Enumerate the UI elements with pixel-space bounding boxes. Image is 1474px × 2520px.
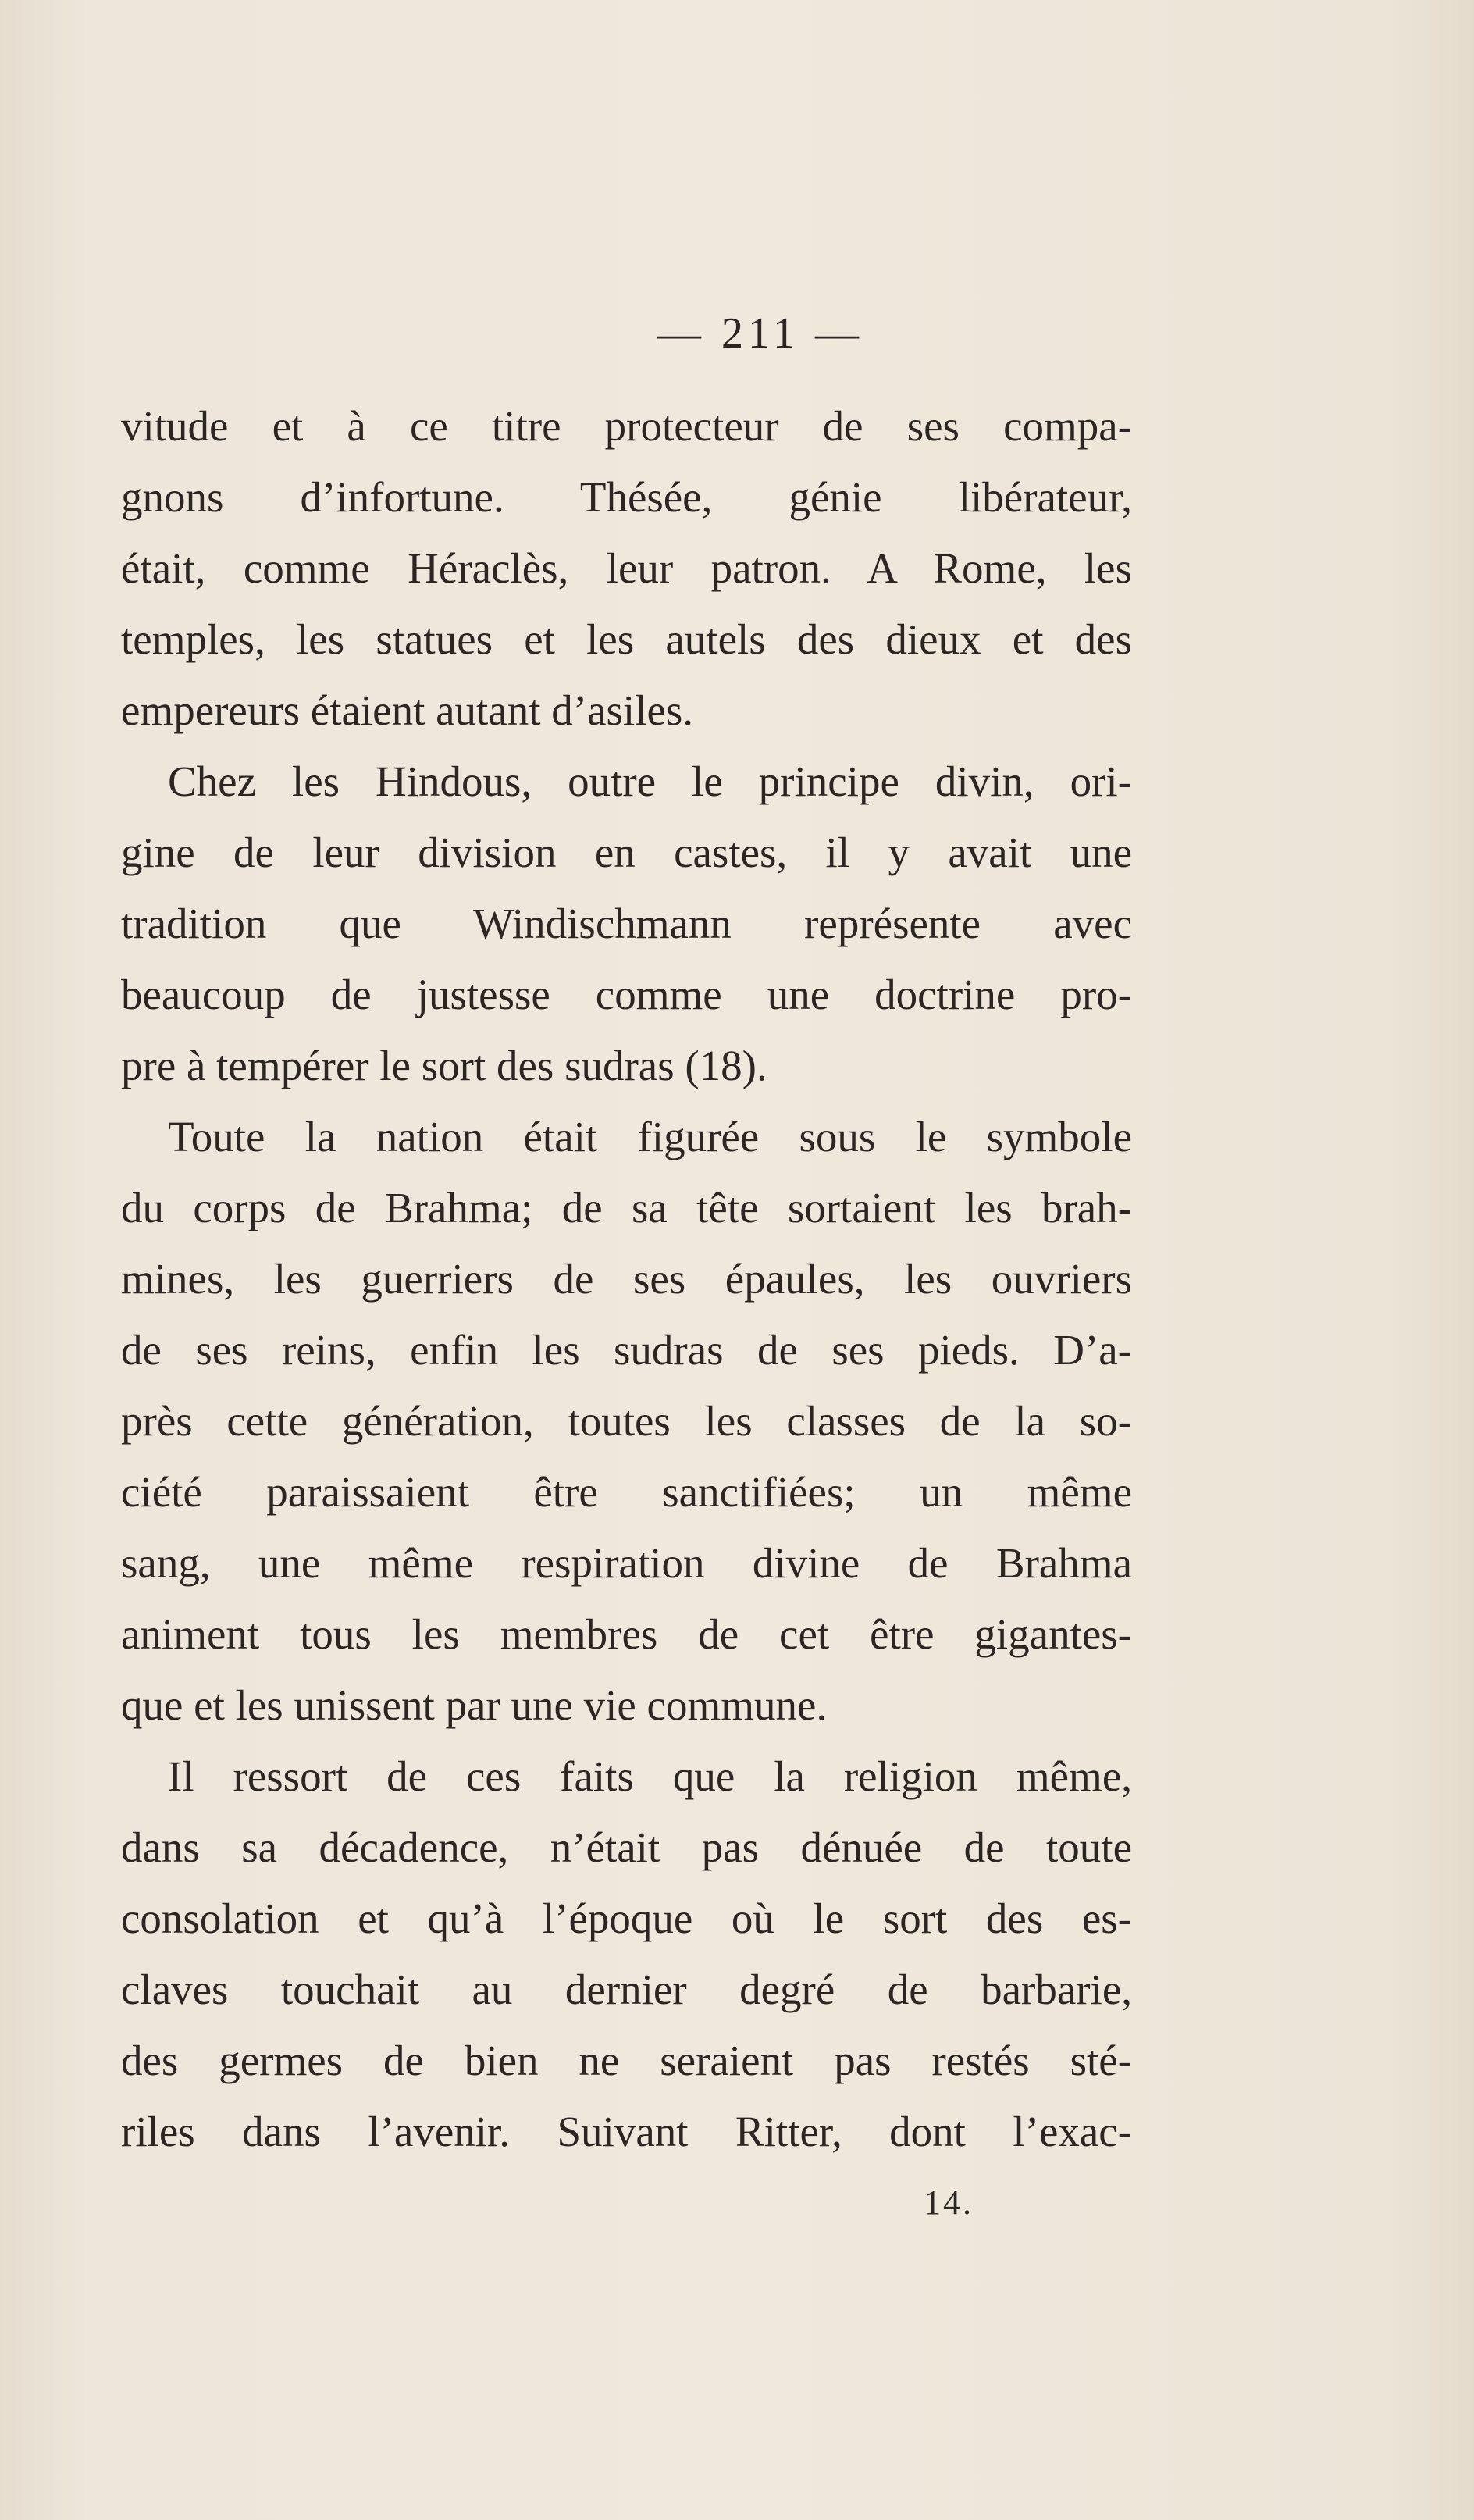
text-line: sang, une même respiration divine de Brahma (121, 1539, 1132, 1587)
text-line: beaucoup de justesse comme une doctrine pro- (121, 971, 1132, 1018)
text-line: du corps de Brahma; de sa tête sortaient les brah- (121, 1184, 1132, 1231)
text-line: riles dans l’avenir. Suivant Ritter, dont l’exac- (121, 2108, 1132, 2155)
text-line: consolation et qu’à l’époque où le sort des es- (121, 1894, 1132, 1942)
text-line: Chez les Hindous, outre le principe divin, ori- (168, 757, 1132, 805)
text-line: gine de leur division en castes, il y avait une (121, 829, 1132, 876)
text-line: animent tous les membres de cet être gigantes- (121, 1610, 1132, 1658)
text-line: claves touchait au dernier degré de barbarie, (121, 1966, 1132, 2013)
text-line: temples, les statues et les autels des dieux et des (121, 615, 1132, 663)
page-number-header: — 211 — (657, 309, 863, 358)
text-line: de ses reins, enfin les sudras de ses pieds. D’a- (121, 1326, 1132, 1374)
text-line: empereurs étaient autant d’asiles. (121, 686, 694, 734)
text-line: gnons d’infortune. Thésée, génie libérateur, (121, 473, 1132, 521)
signature-mark: 14. (924, 2183, 974, 2222)
text-line: ciété paraissaient être sanctifiées; un même (121, 1468, 1132, 1516)
text-line: tradition que Windischmann représente avec (121, 900, 1132, 947)
text-line: mines, les guerriers de ses épaules, les ouvriers (121, 1255, 1132, 1303)
text-line: Toute la nation était figurée sous le symbole (168, 1113, 1132, 1160)
text-line: dans sa décadence, n’était pas dénuée de toute (121, 1823, 1132, 1871)
text-line: vitude et à ce titre protecteur de ses compa- (121, 402, 1132, 450)
text-line: que et les unissent par une vie commune. (121, 1681, 828, 1729)
text-line: près cette génération, toutes les classes de la so- (121, 1397, 1132, 1445)
text-line: pre à tempérer le sort des sudras (18). (121, 1042, 767, 1089)
text-line: était, comme Héraclès, leur patron. A Rome, les (121, 544, 1132, 592)
body-text (121, 390, 1132, 2167)
text-line: Il ressort de ces faits que la religion même, (168, 1752, 1132, 1800)
text-line: des germes de bien ne seraient pas restés sté- (121, 2037, 1132, 2084)
